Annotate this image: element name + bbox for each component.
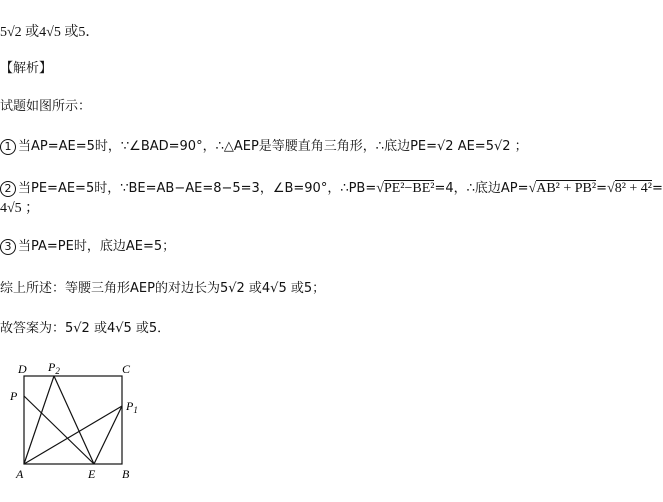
- circled-number-1: 1: [0, 139, 16, 155]
- label-c: C: [122, 362, 131, 376]
- circled-number-3: 3: [0, 239, 16, 255]
- sqrt-sign-3: √: [607, 181, 615, 196]
- case-2-text-d: =: [651, 181, 663, 196]
- case-2-text-a: 当PE=AE=5时，∵BE=AB−AE=8−5=3，∠B=90°，∴PB=: [18, 181, 377, 196]
- answer-text: 故答案为：5√2 或4√5 或5．: [0, 321, 171, 336]
- sqrt-sign-2: √: [528, 181, 537, 196]
- segment-p-e: [24, 396, 94, 464]
- label-b: B: [122, 467, 130, 481]
- radicand-3: 8² + 4²: [614, 181, 652, 196]
- intro-text: 试题如图所示：: [0, 99, 92, 114]
- radicand-1: PE²−BE²: [383, 181, 435, 196]
- label-a: A: [16, 467, 24, 481]
- case-2: [0, 180, 663, 198]
- segment-p2-e: [54, 376, 94, 464]
- case-2-continuation: 4√5 ；: [0, 201, 40, 216]
- radicand-2: AB² + PB²: [536, 181, 597, 196]
- section-label: 【解析】: [0, 61, 53, 76]
- case-2-text-b: =4，∴底边AP=: [434, 181, 529, 196]
- label-p: P: [10, 389, 18, 403]
- previous-answer-line: 5√2 或4√5 或5．: [0, 25, 100, 40]
- case-1: [0, 138, 528, 156]
- geometry-diagram: [0, 358, 160, 498]
- case-1-text: 当AP=AE=5时，∵∠BAD=90°，∴△AEP是等腰直角三角形，∴底边PE=√2 AE=5√2 ；: [18, 139, 528, 154]
- label-p2: $P_2$: [48, 360, 60, 376]
- label-p1: $P_1$: [126, 399, 138, 415]
- case-3: [0, 238, 175, 256]
- label-d: D: [18, 362, 27, 376]
- summary-text: 综上所述：等腰三角形AEP的对边长为5√2 或4√5 或5；: [0, 281, 326, 296]
- case-3-text: 当PA=PE时，底边AE=5；: [18, 239, 176, 254]
- circled-number-2: 2: [0, 181, 16, 197]
- case-2-text-c: =: [596, 181, 607, 196]
- label-e: E: [88, 467, 96, 481]
- sqrt-sign-1: √: [376, 181, 384, 196]
- segment-a-p1: [24, 406, 122, 464]
